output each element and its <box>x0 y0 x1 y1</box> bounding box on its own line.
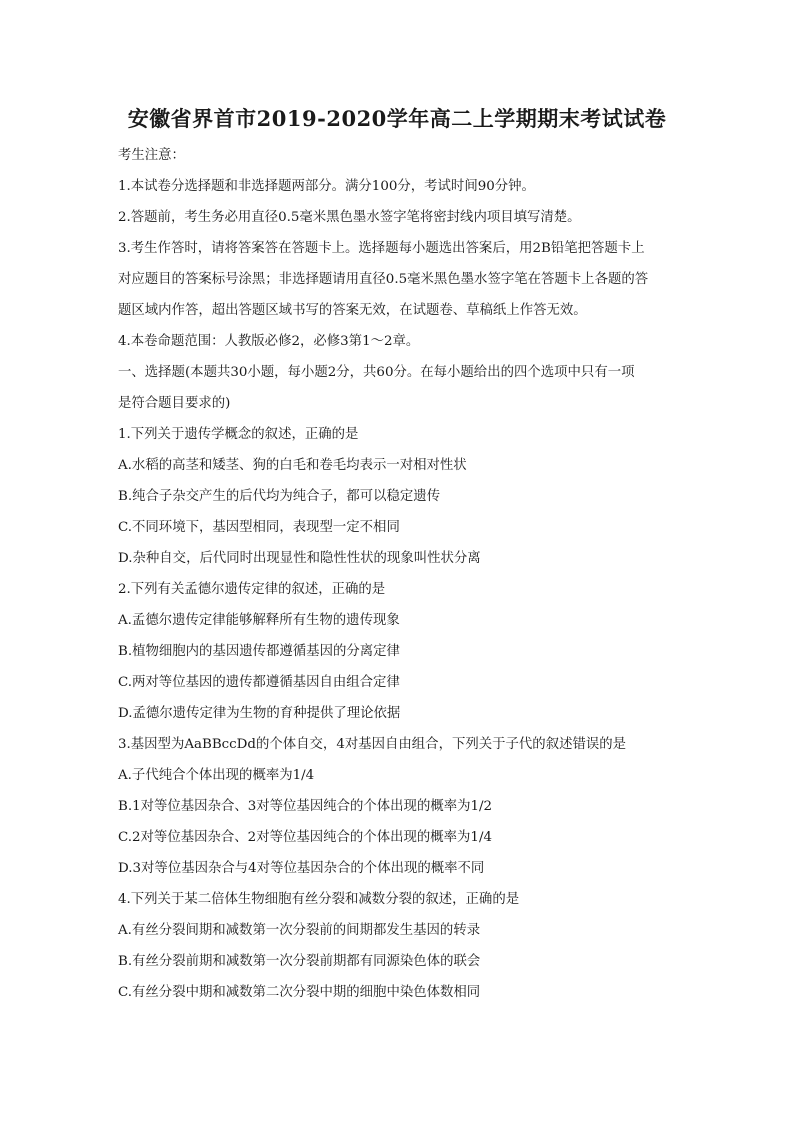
question-stem: 1.下列关于遗传学概念的叙述，正确的是 <box>118 427 359 442</box>
exam-body <box>118 140 684 1008</box>
exam-title: 安徽省界首市2019-2020学年高二上学期期末考试试卷 <box>127 106 667 131</box>
question-option: D.杂种自交，后代同时出现显性和隐性性状的现象叫性状分离 <box>118 551 481 566</box>
question-option: B.植物细胞内的基因遗传都遵循基因的分离定律 <box>118 644 400 659</box>
question-stem: 3.基因型为AaBBccDd的个体自交，4对基因自由组合，下列关于子代的叙述错误的是 <box>118 737 627 752</box>
question-option: A.子代纯合个体出现的概率为1/4 <box>118 768 315 783</box>
question-option: A.有丝分裂间期和减数第一次分裂前的间期都发生基因的转录 <box>118 923 481 938</box>
question-stem: 2.下列有关孟德尔遗传定律的叙述，正确的是 <box>118 582 386 597</box>
question-stem: 4.下列关于某二倍体生物细胞有丝分裂和减数分裂的叙述，正确的是 <box>118 892 520 907</box>
notice-line: 4.本卷命题范围：人教版必修2，必修3第1～2章。 <box>118 334 420 349</box>
question-option: C.有丝分裂中期和减数第二次分裂中期的细胞中染色体数相同 <box>118 985 481 1000</box>
notice-line: 对应题目的答案标号涂黑；非选择题请用直径0.5毫米黑色墨水签字笔在答题卡上各题的答 <box>118 272 649 287</box>
question-option: D.孟德尔遗传定律为生物的育种提供了理论依据 <box>118 706 401 721</box>
question-option: B.有丝分裂前期和减数第一次分裂前期都有同源染色体的联会 <box>118 954 481 969</box>
section-heading: 一、选择题(本题共30小题，每小题2分，共60分。在每小题给出的四个选项中只有一项 <box>118 365 635 380</box>
question-option: C.不同环境下，基因型相同，表现型一定不相同 <box>118 520 400 535</box>
notice-line: 题区域内作答，超出答题区域书写的答案无效，在试题卷、草稿纸上作答无效。 <box>118 303 587 318</box>
notice-line: 1.本试卷分选择题和非选择题两部分。满分100分，考试时间90分钟。 <box>118 179 535 194</box>
notice-line: 2.答题前，考生务必用直径0.5毫米黑色墨水签字笔将密封线内项目填写清楚。 <box>118 210 581 225</box>
notice-line: 3.考生作答时，请将答案答在答题卡上。选择题每小题选出答案后，用2B铅笔把答题卡上 <box>118 241 645 256</box>
question-option: A.孟德尔遗传定律能够解释所有生物的遗传现象 <box>118 613 400 628</box>
notice-heading: 考生注意： <box>118 148 185 163</box>
question-option: B.纯合子杂交产生的后代均为纯合子，都可以稳定遗传 <box>118 489 441 504</box>
question-option: D.3对等位基因杂合与4对等位基因杂合的个体出现的概率不同 <box>118 861 485 876</box>
question-option: B.1对等位基因杂合、3对等位基因纯合的个体出现的概率为1/2 <box>118 799 493 814</box>
question-option: C.2对等位基因杂合、2对等位基因纯合的个体出现的概率为1/4 <box>118 830 492 845</box>
section-heading: 是符合题目要求的) <box>118 396 231 411</box>
question-option: C.两对等位基因的遗传都遵循基因自由组合定律 <box>118 675 400 690</box>
question-option: A.水稻的高茎和矮茎、狗的白毛和卷毛均表示一对相对性状 <box>118 458 467 473</box>
